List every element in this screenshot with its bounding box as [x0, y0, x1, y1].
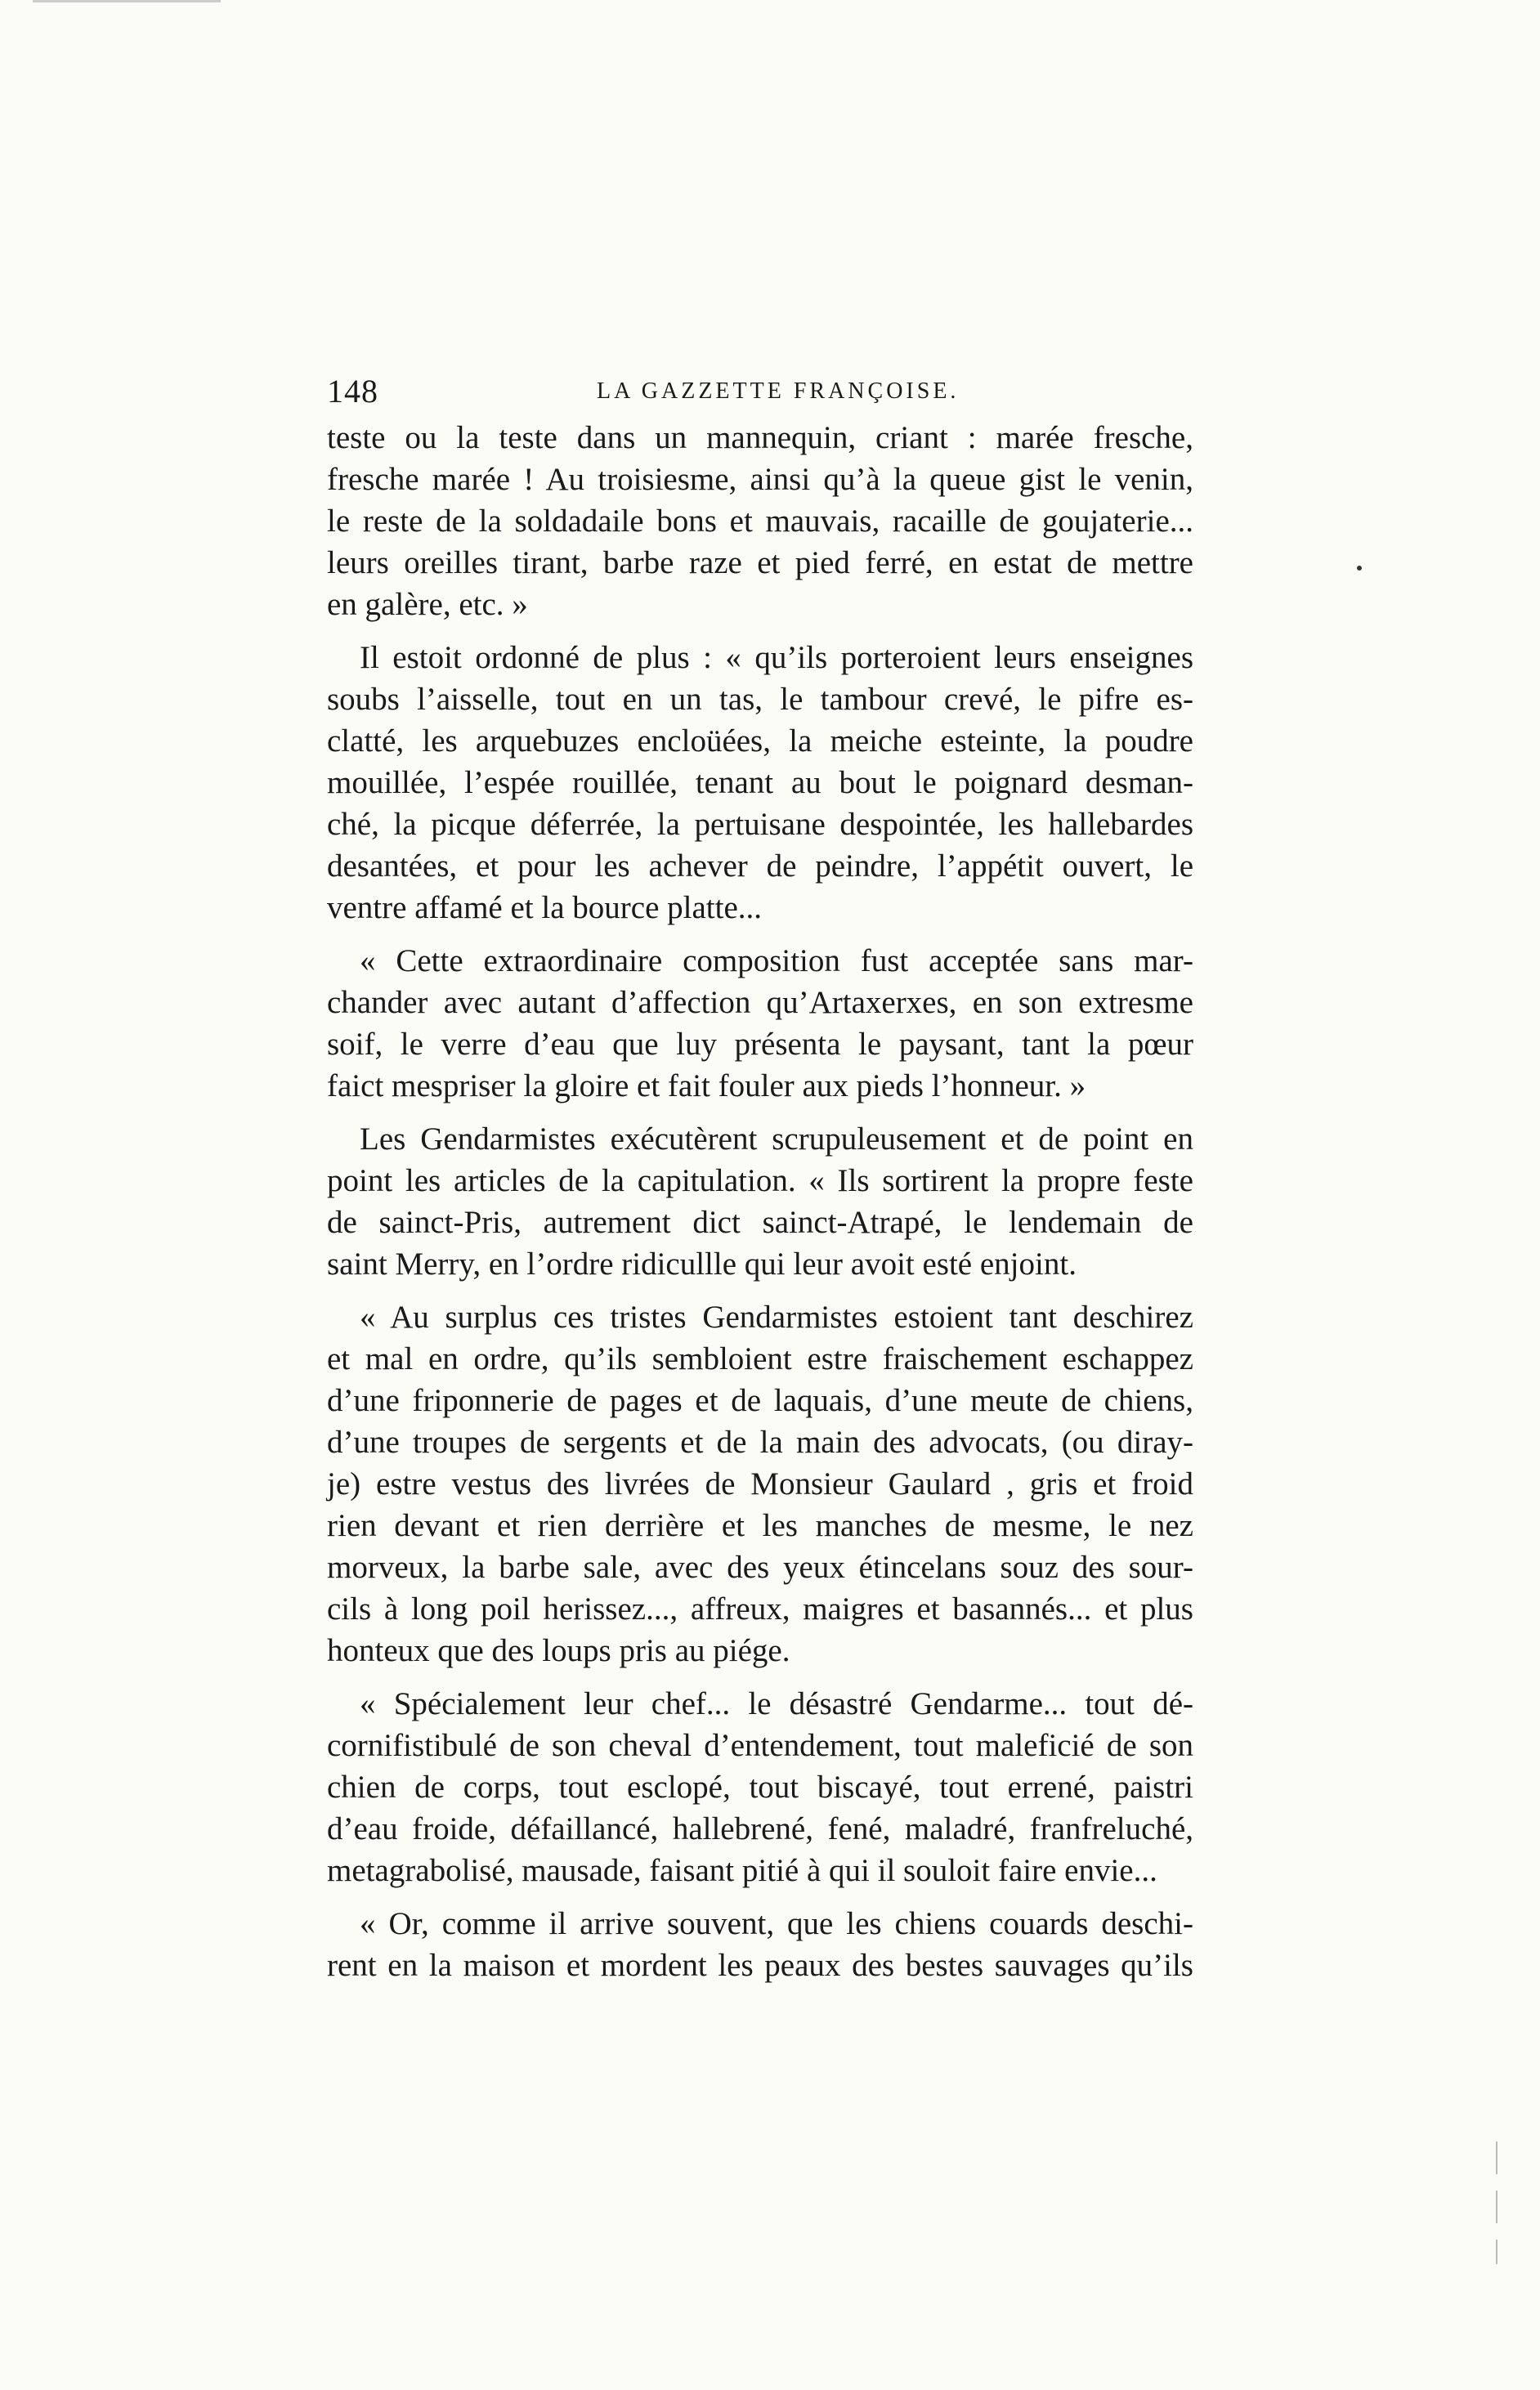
scan-speck [1496, 2191, 1497, 2223]
text-line: rien devant et rien derrière et les manches de mesme, le nez [327, 1508, 1193, 1543]
text-line: « Cette extraordinaire composition fust acceptée sans mar- [360, 943, 1193, 978]
paragraph-gap [327, 1672, 1193, 1683]
text-line: morveux, la barbe sale, avec des yeux étincelans souz des sour- [327, 1550, 1193, 1585]
text-line: teste ou la teste dans un mannequin, criant : marée fresche, [327, 420, 1193, 455]
text-line: mouillée, l’espée rouillée, tenant au bout le poignard desman- [327, 765, 1193, 800]
text-line: « Or, comme il arrive souvent, que les chiens couards deschi- [360, 1906, 1193, 1941]
paragraph [327, 940, 1193, 1107]
scan-speck [33, 0, 221, 2]
text-line: chien de corps, tout esclopé, tout biscayé, tout errené, paistri [327, 1770, 1193, 1805]
text-line: Les Gendarmistes exécutèrent scrupuleusement et de point en [360, 1121, 1193, 1157]
text-line: Il estoit ordonné de plus : « qu’ils porteroient leurs enseignes [360, 640, 1193, 675]
text-line: leurs oreilles tirant, barbe raze et pied ferré, en estat de mettre [327, 545, 1193, 580]
text-line: je) estre vestus des livrées de Monsieur Gaulard , gris et froid [327, 1466, 1193, 1502]
paragraph [327, 1296, 1193, 1672]
text-line: d’une troupes de sergents et de la main des advocats, (ou diray- [327, 1425, 1193, 1460]
text-line: d’une friponnerie de pages et de laquais, d’une meute de chiens, [327, 1383, 1193, 1418]
text-line: en galère, etc. » [327, 587, 528, 622]
text-line: cornifistibulé de son cheval d’entendement, tout maleficié de son [327, 1728, 1193, 1763]
paragraph-gap [327, 1891, 1193, 1903]
paragraph [327, 1903, 1193, 1986]
paragraph [327, 417, 1193, 625]
paragraph [327, 1683, 1193, 1891]
text-line: saint Merry, en l’ordre ridicullle qui leur avoit esté enjoint. [327, 1246, 1077, 1282]
text-line: desantées, et pour les achever de peindre, l’appétit ouvert, le [327, 848, 1193, 884]
paragraph-gap [327, 1285, 1193, 1296]
text-line: point les articles de la capitulation. « Ils sortirent la propre feste [327, 1163, 1193, 1198]
paragraph-gap [327, 929, 1193, 940]
text-line: ché, la picque déferrée, la pertuisane despointée, les hallebardes [327, 807, 1193, 842]
text-line: cils à long poil herissez..., affreux, maigres et basannés... et plus [327, 1591, 1193, 1627]
running-head: LA GAZZETTE FRANÇOISE. [597, 378, 960, 404]
scan-speck [1496, 2240, 1497, 2264]
paragraph-gap [327, 1107, 1193, 1118]
text-line: faict mespriser la gloire et fait fouler aux pieds l’honneur. » [327, 1068, 1086, 1103]
text-line: rent en la maison et mordent les peaux des bestes sauvages qu’ils [327, 1948, 1193, 1983]
margin-mark [1357, 566, 1362, 571]
text-line: ventre affamé et la bource platte... [327, 890, 763, 925]
text-line: clatté, les arquebuzes encloüées, la meiche esteinte, la poudre [327, 723, 1193, 759]
text-line: et mal en ordre, qu’ils sembloient estre fraischement eschappez [327, 1341, 1193, 1376]
text-line: fresche marée ! Au troisiesme, ainsi qu’à la queue gist le venin, [327, 462, 1193, 497]
text-line: d’eau froide, défaillancé, hallebrené, fené, maladré, franfreluché, [327, 1811, 1193, 1846]
text-line: « Au surplus ces tristes Gendarmistes estoient tant deschirez [360, 1300, 1193, 1335]
text-line: « Spécialement leur chef... le désastré Gendarme... tout dé- [360, 1686, 1193, 1721]
text-line: soubs l’aisselle, tout en un tas, le tambour crevé, le pifre es- [327, 682, 1193, 717]
paragraph [327, 637, 1193, 929]
paragraph-gap [327, 625, 1193, 637]
page-number: 148 [327, 373, 378, 410]
text-line: le reste de la soldadaile bons et mauvais, racaille de goujaterie... [327, 504, 1193, 539]
paragraph [327, 1118, 1193, 1285]
text-line: chander avec autant d’affection qu’Artaxerxes, en son extresme [327, 985, 1193, 1020]
page-header [327, 372, 1193, 413]
scan-speck [1496, 2142, 1497, 2174]
text-line: honteux que des loups pris au piége. [327, 1633, 790, 1668]
text-line: metagrabolisé, mausade, faisant pitié à qui il souloit faire envie... [327, 1853, 1157, 1888]
text-line: soif, le verre d’eau que luy présenta le paysant, tant la pœur [327, 1027, 1193, 1062]
text-line: de sainct-Pris, autrement dict sainct-Atrapé, le lendemain de [327, 1205, 1193, 1240]
body-text [327, 417, 1193, 1986]
